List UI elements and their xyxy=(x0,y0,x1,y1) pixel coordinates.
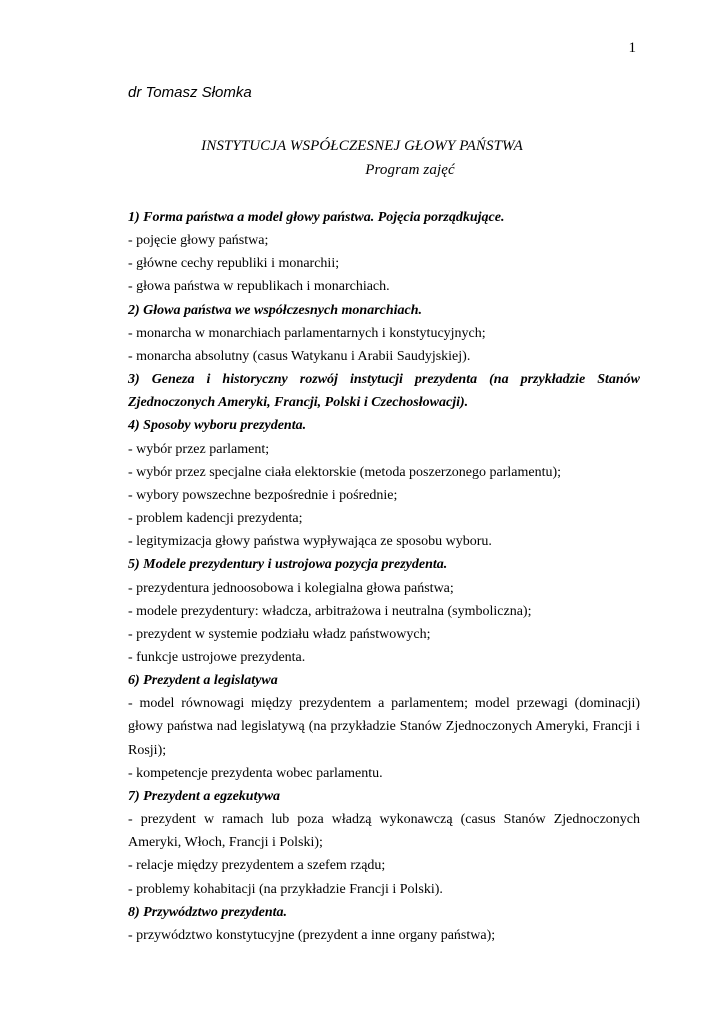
list-item: - relacje między prezydentem a szefem rządu; xyxy=(128,858,386,874)
list-item: - problemy kohabitacji (na przykładzie Francji i Polski). xyxy=(128,881,443,897)
list-item: - prezydentura jednoosobowa i kolegialna głowa państwa; xyxy=(128,580,454,596)
section-heading: 7) Prezydent a egzekutywa xyxy=(128,788,281,804)
list-item: - legitymizacja głowy państwa wypływająca ze sposobu wyboru. xyxy=(128,534,492,550)
list-item: - główne cechy republiki i monarchii; xyxy=(128,256,340,272)
list-item: - funkcje ustrojowe prezydenta. xyxy=(128,649,306,665)
section-heading: 5) Modele prezydentury i ustrojowa pozycja prezydenta. xyxy=(128,557,448,573)
list-item: - wybory powszechne bezpośrednie i pośrednie; xyxy=(128,487,398,503)
list-item: - głowa państwa w republikach i monarchiach. xyxy=(128,279,390,295)
section-heading: 1) Forma państwa a model głowy państwa. Pojęcia porządkujące. xyxy=(128,210,505,225)
list-item: - modele prezydentury: władcza, arbitrażowa i neutralna (symboliczna); xyxy=(128,603,532,619)
list-item: - wybór przez specjalne ciała elektorskie (metoda poszerzonego parlamentu); xyxy=(128,464,562,480)
section-heading: 8) Przywództwo prezydenta. xyxy=(128,904,288,920)
section-heading: 6) Prezydent a legislatywa xyxy=(128,673,278,689)
list-item: - pojęcie głowy państwa; xyxy=(128,233,269,249)
list-item: - monarcha absolutny (casus Watykanu i Arabii Saudyjskiej). xyxy=(128,348,471,364)
document-subtitle: Program zajęć xyxy=(365,162,455,178)
title-block xyxy=(0,134,724,182)
list-item: - prezydent w ramach lub poza władzą wykonawczą (casus Stanów Zjednoczonych Ameryki, Włoch, Francji i Polski); xyxy=(128,812,640,851)
list-item: - przywództwo konstytucyjne (prezydent a inne organy państwa); xyxy=(128,927,496,943)
list-item: - prezydent w systemie podziału władz państwowych; xyxy=(128,626,431,642)
page-number: 1 xyxy=(628,40,636,56)
section-heading: 4) Sposoby wyboru prezydenta. xyxy=(128,418,307,434)
syllabus-content xyxy=(128,206,640,947)
list-item: - monarcha w monarchiach parlamentarnych i konstytucyjnych; xyxy=(128,325,486,341)
list-item: - model równowagi między prezydentem a parlamentem; model przewagi (dominacji) głowy państwa nad legislatywą (na przykładzie Stanów Zjednoczonych Ameryki, Francji i Rosji); xyxy=(128,696,640,758)
list-item: - problem kadencji prezydenta; xyxy=(128,511,303,527)
author-name: dr Tomasz Słomka xyxy=(128,84,252,101)
section-heading: 3) Geneza i historyczny rozwój instytucji prezydenta (na przykładzie Stanów Zjednoczonych Ameryki, Francji, Polski i Czechosłowacji). xyxy=(128,372,640,411)
list-item: - wybór przez parlament; xyxy=(128,441,270,457)
document-title: INSTYTUCJA WSPÓŁCZESNEJ GŁOWY PAŃSTWA xyxy=(201,138,523,154)
list-item: - kompetencje prezydenta wobec parlamentu. xyxy=(128,765,383,781)
section-heading: 2) Głowa państwa we współczesnych monarchiach. xyxy=(128,302,423,318)
